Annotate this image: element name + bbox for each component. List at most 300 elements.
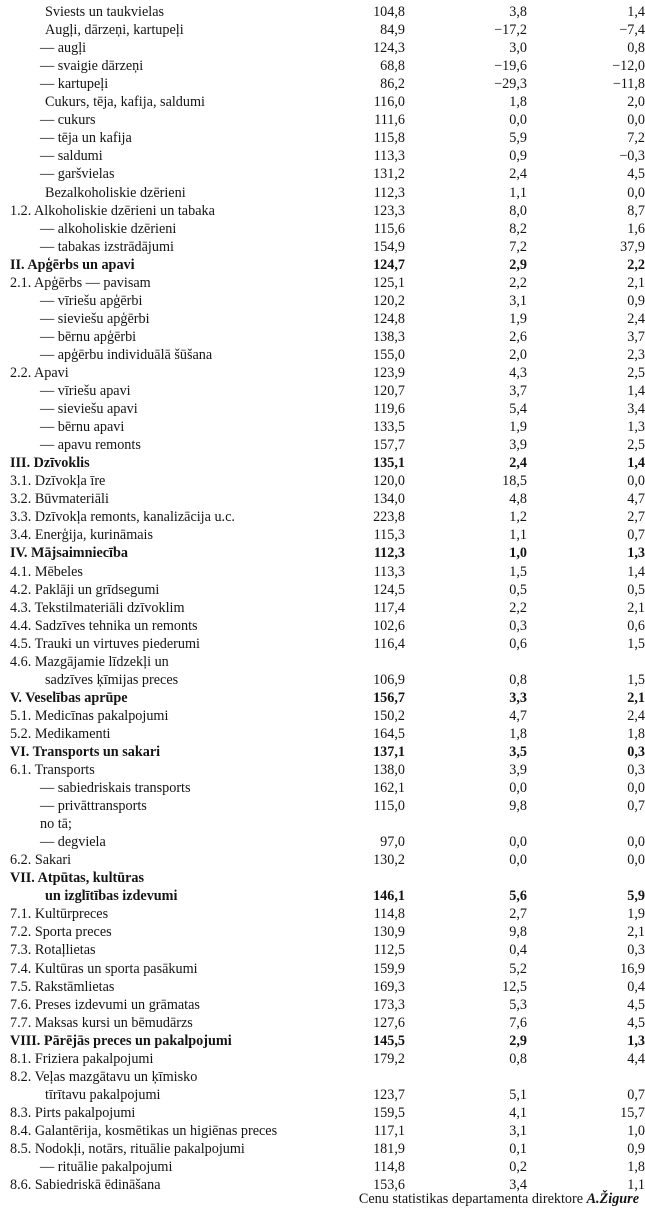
row-label: 4.4. Sadzīves tehnika un remonts — [10, 617, 198, 634]
change-prev: 0,7 — [627, 798, 645, 815]
change-prev: 0,0 — [627, 473, 645, 490]
change-month — [405, 815, 527, 833]
table-row — [0, 797, 645, 815]
row-label: 4.2. Paklāji un grīdsegumi — [10, 581, 160, 598]
table-row — [0, 544, 645, 562]
index-value: 138,3 — [373, 328, 405, 345]
table-row — [0, 39, 645, 57]
row-label: 7.7. Maksas kursi un bēmudārzs — [10, 1014, 193, 1031]
index-value: 157,7 — [373, 437, 405, 454]
change-prev: 2,4 — [627, 707, 645, 724]
change-prev: 1,0 — [627, 1122, 645, 1139]
row-label: VI. Transports un sakari — [10, 743, 161, 760]
change-month: 1,1 — [509, 527, 527, 544]
table-row — [0, 996, 645, 1014]
row-label: 8.6. Sabiedriskā ēdināšana — [10, 1177, 161, 1194]
index-value: 115,3 — [373, 527, 405, 544]
change-month: 2,0 — [509, 346, 527, 363]
index-value: 84,9 — [380, 22, 405, 39]
index-value: 153,6 — [373, 1177, 405, 1194]
index-value — [335, 815, 405, 833]
change-prev: 1,1 — [627, 1177, 645, 1194]
change-month: 5,9 — [509, 130, 527, 147]
change-prev: 0,6 — [627, 617, 645, 634]
change-prev: 1,8 — [627, 725, 645, 742]
index-value: 123,3 — [373, 202, 405, 219]
change-prev: 2,2 — [627, 256, 645, 273]
change-month: 0,0 — [509, 780, 527, 797]
table-row — [0, 328, 645, 346]
index-value: 68,8 — [380, 58, 405, 75]
row-label: 8.2. Veļas mazgātavu un ķīmisko — [10, 1068, 198, 1085]
change-month: 3,7 — [509, 383, 527, 400]
change-prev: 0,0 — [627, 852, 645, 869]
change-prev: 0,0 — [627, 834, 645, 851]
table-row — [0, 707, 645, 725]
index-value — [335, 653, 405, 671]
index-value: 119,6 — [373, 401, 405, 418]
table-row — [0, 220, 645, 238]
change-month: 18,5 — [502, 473, 527, 490]
change-month: 2,2 — [509, 274, 527, 291]
index-value: 125,1 — [373, 274, 405, 291]
change-prev: 2,5 — [627, 437, 645, 454]
row-label: — privāttransports — [40, 798, 147, 815]
row-label: 4.6. Mazgājamie līdzekļi un — [10, 653, 169, 670]
change-month: 2,4 — [509, 166, 527, 183]
table-row — [0, 1086, 645, 1104]
table-row — [0, 129, 645, 147]
change-prev: −0,3 — [619, 148, 645, 165]
index-value: 155,0 — [373, 346, 405, 363]
index-value: 154,9 — [373, 238, 405, 255]
change-month: −29,3 — [494, 76, 527, 93]
change-month: 1,0 — [509, 545, 527, 562]
change-month: 2,2 — [509, 599, 527, 616]
change-prev: 3,7 — [627, 328, 645, 345]
change-month: 0,9 — [509, 148, 527, 165]
row-label: tīrītavu pakalpojumi — [45, 1086, 161, 1103]
change-prev: 0,7 — [627, 1086, 645, 1103]
row-label: 5.2. Medikamenti — [10, 725, 111, 742]
change-month: 1,5 — [509, 563, 527, 580]
row-label: — cukurs — [40, 112, 96, 129]
change-prev: 0,5 — [627, 581, 645, 598]
index-value: 115,0 — [373, 798, 405, 815]
index-value: 115,6 — [373, 220, 405, 237]
change-month: 9,8 — [509, 924, 527, 941]
change-month: 3,1 — [509, 292, 527, 309]
table-row — [0, 743, 645, 761]
change-month: 8,0 — [509, 202, 527, 219]
change-month: 1,9 — [509, 419, 527, 436]
row-label: 6.2. Sakari — [10, 852, 72, 869]
table-row — [0, 202, 645, 220]
table-row — [0, 761, 645, 779]
change-month: 0,0 — [509, 852, 527, 869]
change-prev: 2,1 — [627, 274, 645, 291]
change-month: 3,4 — [509, 1177, 527, 1194]
index-value: 131,2 — [373, 166, 405, 183]
index-value: 112,3 — [373, 545, 405, 562]
change-month: 0,8 — [509, 1050, 527, 1067]
change-month: 5,4 — [509, 401, 527, 418]
row-label: 8.4. Galantērija, kosmētikas un higiēnas preces — [10, 1122, 278, 1139]
table-row — [0, 599, 645, 617]
row-label: — augļi — [40, 40, 87, 57]
row-label: 7.2. Sporta preces — [10, 924, 112, 941]
change-month: 3,9 — [509, 437, 527, 454]
index-value: 150,2 — [373, 707, 405, 724]
table-row — [0, 1032, 645, 1050]
row-label: VIII. Pārējās preces un pakalpojumi — [10, 1032, 232, 1049]
row-label: 7.4. Kultūras un sporta pasākumi — [10, 960, 198, 977]
change-month: 2,7 — [509, 906, 527, 923]
index-value: 127,6 — [373, 1014, 405, 1031]
change-prev: 2,1 — [627, 924, 645, 941]
change-prev: 2,7 — [627, 509, 645, 526]
change-month: 0,0 — [509, 112, 527, 129]
change-prev: 1,4 — [627, 4, 645, 21]
change-prev: 1,4 — [627, 383, 645, 400]
change-prev: 0,3 — [627, 743, 645, 760]
row-label: no tā; — [40, 816, 72, 833]
table-row — [0, 815, 645, 833]
row-label: — vīriešu apģērbi — [40, 292, 143, 309]
row-label: un izglītības izdevumi — [45, 888, 178, 905]
index-value: 123,9 — [373, 364, 405, 381]
index-value: 179,2 — [373, 1050, 405, 1067]
change-prev: 15,7 — [620, 1104, 645, 1121]
row-label: — rituālie pakalpojumi — [40, 1159, 173, 1176]
row-label: — apavu remonts — [40, 437, 141, 454]
index-value: 120,7 — [373, 383, 405, 400]
table-row — [0, 508, 645, 526]
change-prev: 0,9 — [627, 1141, 645, 1157]
index-value: 159,9 — [373, 960, 405, 977]
index-value: 104,8 — [373, 4, 405, 21]
index-value: 124,8 — [373, 310, 405, 327]
table-row — [0, 671, 645, 689]
table-row — [0, 562, 645, 580]
table-row — [0, 1050, 645, 1068]
index-value: 112,3 — [373, 184, 405, 201]
change-prev: 16,9 — [620, 960, 645, 977]
table-row — [0, 310, 645, 328]
change-prev: 1,3 — [627, 545, 645, 562]
index-value: 159,5 — [373, 1104, 405, 1121]
index-value: 130,9 — [373, 924, 405, 941]
change-month: −17,2 — [494, 22, 527, 39]
table-row — [0, 1068, 645, 1086]
change-prev: 2,0 — [627, 94, 645, 111]
table-row — [0, 869, 645, 887]
table-row — [0, 1122, 645, 1140]
index-value: 130,2 — [373, 852, 405, 869]
change-prev: 0,7 — [627, 527, 645, 544]
index-value: 138,0 — [373, 762, 405, 779]
change-month — [405, 869, 527, 887]
change-month: 0,8 — [509, 671, 527, 688]
change-month: 5,6 — [509, 888, 527, 905]
row-label: Sviests un taukvielas — [45, 4, 165, 21]
change-prev: −7,4 — [619, 22, 645, 39]
change-prev: −12,0 — [612, 58, 645, 75]
change-prev — [527, 815, 645, 833]
row-label: Augļi, dārzeņi, kartupeļi — [45, 22, 184, 39]
table-row — [0, 1158, 645, 1176]
index-value: 134,0 — [373, 491, 405, 508]
change-prev: 2,1 — [627, 599, 645, 616]
table-row — [0, 779, 645, 797]
index-value: 120,0 — [373, 473, 405, 490]
index-value: 116,0 — [373, 94, 405, 111]
row-label: 4.5. Trauki un virtuves piederumi — [10, 635, 200, 652]
row-label: 8.1. Friziera pakalpojumi — [10, 1050, 154, 1067]
row-label: — tabakas izstrādājumi — [40, 238, 174, 255]
change-prev: 37,9 — [620, 238, 645, 255]
change-prev: 2,5 — [627, 364, 645, 381]
change-prev: 1,9 — [627, 906, 645, 923]
signature-title: Cenu statistikas departamenta direktore — [358, 1191, 587, 1207]
change-month: 3,1 — [509, 1122, 527, 1139]
index-value: 97,0 — [380, 834, 405, 851]
change-month: 5,2 — [509, 960, 527, 977]
index-value: 117,1 — [373, 1122, 405, 1139]
change-month — [405, 1068, 527, 1086]
row-label: 6.1. Transports — [10, 762, 95, 779]
table-row — [0, 887, 645, 905]
index-value: 106,9 — [373, 671, 405, 688]
table-row — [0, 346, 645, 364]
change-month: 0,3 — [509, 617, 527, 634]
table-row — [0, 959, 645, 977]
change-month: 4,8 — [509, 491, 527, 508]
index-value — [335, 869, 405, 887]
row-label: — vīriešu apavi — [40, 383, 131, 400]
row-label: 1.2. Alkoholiskie dzērieni un tabaka — [10, 202, 215, 219]
change-prev: 2,3 — [627, 346, 645, 363]
index-value: 113,3 — [373, 148, 405, 165]
row-label: sadzīves ķīmijas preces — [45, 671, 179, 688]
change-prev — [527, 1068, 645, 1086]
index-value: 181,9 — [373, 1141, 405, 1157]
row-label: 7.5. Rakstāmlietas — [10, 978, 115, 995]
index-value: 124,3 — [373, 40, 405, 57]
index-value: 162,1 — [373, 780, 405, 797]
change-month: 4,1 — [509, 1104, 527, 1121]
change-prev: 1,8 — [627, 1159, 645, 1176]
table-row — [0, 418, 645, 436]
row-label: 4.3. Tekstilmateriāli dzīvoklim — [10, 599, 185, 616]
index-value: 112,5 — [373, 942, 405, 959]
row-label: 3.3. Dzīvokļa remonts, kanalizācija u.c. — [10, 509, 235, 526]
change-prev: 0,0 — [627, 780, 645, 797]
row-label: — tēja un kafija — [40, 130, 132, 147]
row-label: — degviela — [40, 834, 106, 851]
change-prev: 4,5 — [627, 166, 645, 183]
change-prev: 0,3 — [627, 942, 645, 959]
index-value: 124,5 — [373, 581, 405, 598]
table-row — [0, 75, 645, 93]
change-month: 2,4 — [509, 455, 527, 472]
row-label: 7.1. Kultūrpreces — [10, 906, 109, 923]
table-row — [0, 833, 645, 851]
row-label: — sabiedriskais transports — [40, 780, 191, 797]
table-row — [0, 382, 645, 400]
table-row — [0, 21, 645, 39]
table-row — [0, 1104, 645, 1122]
index-value: 135,1 — [373, 455, 405, 472]
index-value: 115,8 — [373, 130, 405, 147]
change-prev: 1,4 — [627, 455, 645, 472]
change-month: 7,2 — [509, 238, 527, 255]
table-row — [0, 183, 645, 201]
index-value: 117,4 — [373, 599, 405, 616]
change-month: 1,2 — [509, 509, 527, 526]
change-prev: 1,3 — [627, 1032, 645, 1049]
table-row — [0, 256, 645, 274]
change-month: 4,7 — [509, 707, 527, 724]
row-label: — sieviešu apģērbi — [40, 310, 150, 327]
index-value — [335, 1068, 405, 1086]
row-label: VII. Atpūtas, kultūras — [10, 870, 145, 887]
change-prev — [527, 869, 645, 887]
change-month: 12,5 — [502, 978, 527, 995]
change-prev: 5,9 — [627, 888, 645, 905]
index-value: 124,7 — [373, 256, 405, 273]
change-month: 2,9 — [509, 256, 527, 273]
row-label: — sieviešu apavi — [40, 401, 138, 418]
change-prev — [527, 653, 645, 671]
row-label: 7.3. Rotaļlietas — [10, 942, 96, 959]
price-index-rows — [0, 3, 645, 1194]
index-value: 146,1 — [373, 888, 405, 905]
index-value: 123,7 — [373, 1086, 405, 1103]
table-row — [0, 923, 645, 941]
index-value: 120,2 — [373, 292, 405, 309]
row-label: — alkoholiskie dzērieni — [40, 220, 177, 237]
row-label: — bērnu apavi — [40, 419, 125, 436]
table-row — [0, 1140, 645, 1158]
table-row — [0, 635, 645, 653]
row-label: 3.2. Būvmateriāli — [10, 491, 109, 508]
change-prev: 0,4 — [627, 978, 645, 995]
change-month: 2,9 — [509, 1032, 527, 1049]
table-row — [0, 905, 645, 923]
change-month: 3,8 — [509, 4, 527, 21]
index-value: 164,5 — [373, 725, 405, 742]
change-prev: 1,4 — [627, 563, 645, 580]
index-value: 113,3 — [373, 563, 405, 580]
row-label: 5.1. Medicīnas pakalpojumi — [10, 707, 169, 724]
change-prev: −11,8 — [612, 76, 645, 93]
table-row — [0, 238, 645, 256]
table-row — [0, 3, 645, 21]
change-prev: 1,6 — [627, 220, 645, 237]
row-label: 3.1. Dzīvokļa īre — [10, 473, 106, 490]
signature-name: A.Žigure — [586, 1191, 639, 1207]
change-prev: 1,5 — [627, 635, 645, 652]
change-month: 1,9 — [509, 310, 527, 327]
table-row — [0, 400, 645, 418]
change-prev: 4,4 — [627, 1050, 645, 1067]
change-month: 0,2 — [509, 1159, 527, 1176]
change-month: 4,3 — [509, 364, 527, 381]
change-month: 2,6 — [509, 328, 527, 345]
table-row — [0, 581, 645, 599]
change-month: 5,3 — [509, 996, 527, 1013]
row-label: 8.3. Pirts pakalpojumi — [10, 1104, 136, 1121]
change-month: 1,8 — [509, 725, 527, 742]
change-month: 3,5 — [509, 743, 527, 760]
change-month: 0,1 — [509, 1141, 527, 1157]
table-row — [0, 57, 645, 75]
index-value: 169,3 — [373, 978, 405, 995]
row-label: 7.6. Preses izdevumi un grāmatas — [10, 996, 200, 1013]
change-prev: 1,5 — [627, 671, 645, 688]
change-month: 1,1 — [509, 184, 527, 201]
table-row — [0, 147, 645, 165]
row-label: Cukurs, tēja, kafija, saldumi — [45, 94, 205, 111]
row-label: 2.1. Apģērbs — pavisam — [10, 274, 151, 291]
price-index-table — [0, 3, 645, 1194]
change-month: −19,6 — [494, 58, 527, 75]
change-prev: 0,0 — [627, 112, 645, 129]
table-row — [0, 274, 645, 292]
change-month: 3,3 — [509, 689, 527, 706]
table-row — [0, 941, 645, 959]
change-month: 9,8 — [509, 798, 527, 815]
row-label: — svaigie dārzeņi — [40, 58, 144, 75]
change-month: 0,6 — [509, 635, 527, 652]
index-value: 173,3 — [373, 996, 405, 1013]
row-label: IV. Mājsaimniecība — [10, 545, 128, 562]
table-row — [0, 653, 645, 671]
change-prev: 4,5 — [627, 1014, 645, 1031]
row-label: — bērnu apģērbi — [40, 328, 137, 345]
change-prev: 0,9 — [627, 292, 645, 309]
change-prev: 8,7 — [627, 202, 645, 219]
change-month: 1,8 — [509, 94, 527, 111]
table-row — [0, 292, 645, 310]
row-label: II. Apģērbs un apavi — [10, 256, 135, 273]
row-label: III. Dzīvoklis — [10, 455, 90, 472]
change-prev: 2,4 — [627, 310, 645, 327]
index-value: 116,4 — [373, 635, 405, 652]
change-month: 0,5 — [509, 581, 527, 598]
row-label: Bezalkoholiskie dzērieni — [45, 184, 186, 201]
index-value: 223,8 — [373, 509, 405, 526]
change-prev: 4,7 — [627, 491, 645, 508]
table-row — [0, 472, 645, 490]
table-row — [0, 165, 645, 183]
table-row — [0, 111, 645, 129]
table-row — [0, 978, 645, 996]
table-row — [0, 526, 645, 544]
change-prev: 0,3 — [627, 762, 645, 779]
signature-line — [359, 1191, 639, 1208]
row-label: 2.2. Apavi — [10, 364, 69, 381]
change-month: 0,0 — [509, 834, 527, 851]
table-row — [0, 436, 645, 454]
table-row — [0, 364, 645, 382]
change-prev: 2,1 — [627, 689, 645, 706]
change-month: 3,9 — [509, 762, 527, 779]
change-prev: 0,0 — [627, 184, 645, 201]
table-row — [0, 851, 645, 869]
change-month: 5,1 — [509, 1086, 527, 1103]
